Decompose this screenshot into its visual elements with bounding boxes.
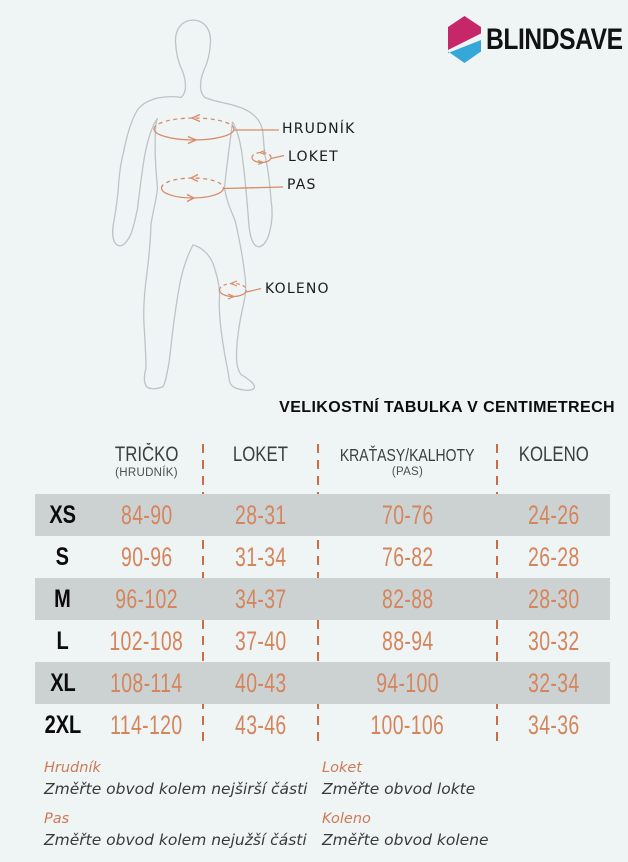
value-text: 70-76	[381, 499, 434, 530]
brand-logo	[448, 16, 628, 63]
size-label	[35, 585, 90, 614]
cell-loket	[203, 542, 318, 573]
header-spacer	[35, 443, 90, 479]
size-text: XS	[49, 500, 76, 529]
value-text: 76-82	[381, 541, 434, 572]
cell-kratasy	[318, 710, 497, 741]
note-desc: Změřte obvod kolem nejužší části	[44, 831, 307, 849]
table-row-2xl	[35, 704, 610, 746]
diagram-label-hrudnik: HRUDNÍK	[282, 121, 356, 137]
size-label	[35, 711, 90, 740]
cell-loket	[203, 626, 318, 657]
size-label	[35, 627, 90, 656]
cell-loket	[203, 584, 318, 615]
table-row-l	[35, 620, 610, 662]
size-text: S	[55, 542, 70, 571]
value-text: 30-32	[527, 625, 580, 656]
cell-kratasy	[318, 584, 497, 615]
column-header-label: TRIČKO	[114, 443, 179, 466]
size-label	[35, 501, 90, 530]
size-text: M	[54, 584, 71, 613]
size-text: L	[56, 626, 69, 655]
note-hrudnik	[44, 760, 307, 798]
value-text: 102-108	[109, 625, 184, 656]
note-desc: Změřte obvod lokte	[322, 780, 476, 798]
cell-koleno	[497, 584, 610, 615]
column-header-tricko	[90, 443, 203, 479]
blindsave-hexagon-icon	[448, 16, 481, 63]
elbow-measure	[252, 151, 284, 165]
size-label	[35, 669, 90, 698]
cell-koleno	[497, 542, 610, 573]
diagram-label-loket: LOKET	[288, 149, 339, 165]
note-pas	[44, 811, 307, 849]
size-label	[35, 543, 90, 572]
cell-tricko	[90, 668, 203, 699]
size-text: XL	[49, 668, 76, 697]
table-row-s	[35, 536, 610, 578]
note-term: Koleno	[322, 811, 371, 827]
value-text: 40-43	[234, 667, 287, 698]
value-text: 32-34	[527, 667, 580, 698]
value-text: 96-102	[115, 583, 178, 614]
note-desc: Změřte obvod kolem nejširší části	[44, 780, 308, 798]
cell-kratasy	[318, 626, 497, 657]
waist-measure	[162, 175, 284, 202]
cell-loket	[203, 710, 318, 741]
value-text: 34-36	[527, 709, 580, 740]
cell-koleno	[497, 710, 610, 741]
table-row-xs	[35, 494, 610, 536]
cell-tricko	[90, 542, 203, 573]
chest-measure	[154, 115, 279, 144]
size-text: 2XL	[44, 710, 81, 739]
column-header-sub: (HRUDNÍK)	[115, 467, 178, 480]
value-text: 90-96	[120, 541, 173, 572]
value-text: 37-40	[234, 625, 287, 656]
value-text: 94-100	[376, 667, 439, 698]
cell-tricko	[90, 584, 203, 615]
cell-koleno	[497, 668, 610, 699]
note-term: Hrudník	[44, 760, 101, 776]
page-title: VELIKOSTNÍ TABULKA V CENTIMETRECH	[279, 399, 615, 416]
column-header-label: KRAŤASY/KALHOTY	[340, 445, 475, 465]
value-text: 34-37	[234, 583, 287, 614]
column-header-loket	[203, 443, 318, 479]
value-text: 43-46	[234, 709, 287, 740]
diagram-label-koleno: KOLENO	[265, 281, 330, 297]
value-text: 26-28	[527, 541, 580, 572]
cell-tricko	[90, 710, 203, 741]
cell-tricko	[90, 626, 203, 657]
value-text: 84-90	[120, 499, 173, 530]
cell-kratasy	[318, 500, 497, 531]
value-text: 24-26	[527, 499, 580, 530]
note-loket	[322, 760, 475, 798]
value-text: 28-30	[527, 583, 580, 614]
column-header-sub: (PAS)	[391, 466, 424, 479]
table-row-xl	[35, 662, 610, 704]
cell-tricko	[90, 500, 203, 531]
note-desc: Změřte obvod kolene	[322, 831, 489, 849]
note-term: Pas	[44, 811, 70, 827]
value-text: 108-114	[110, 667, 183, 698]
body-outline-illustration	[40, 5, 300, 395]
value-text: 114-120	[110, 709, 183, 740]
column-header-label: KOLENO	[518, 443, 589, 466]
value-text: 88-94	[381, 625, 434, 656]
knee-measure	[220, 281, 262, 299]
note-term: Loket	[322, 760, 362, 776]
diagram-label-pas: PAS	[287, 177, 317, 193]
cell-koleno	[497, 500, 610, 531]
value-text: 100-106	[370, 709, 445, 740]
column-header-label: LOKET	[232, 443, 289, 466]
cell-loket	[203, 500, 318, 531]
column-header-kratasy-kalhoty	[318, 443, 497, 479]
body-outline-path	[113, 20, 272, 390]
column-header-koleno	[497, 443, 610, 479]
value-text: 82-88	[381, 583, 434, 614]
size-table-header	[35, 443, 610, 479]
note-koleno	[322, 811, 489, 849]
brand-name: BLINDSAVE	[486, 22, 623, 56]
cell-loket	[203, 668, 318, 699]
value-text: 31-34	[234, 541, 287, 572]
cell-kratasy	[318, 668, 497, 699]
value-text: 28-31	[234, 499, 287, 530]
cell-kratasy	[318, 542, 497, 573]
table-row-m	[35, 578, 610, 620]
cell-koleno	[497, 626, 610, 657]
